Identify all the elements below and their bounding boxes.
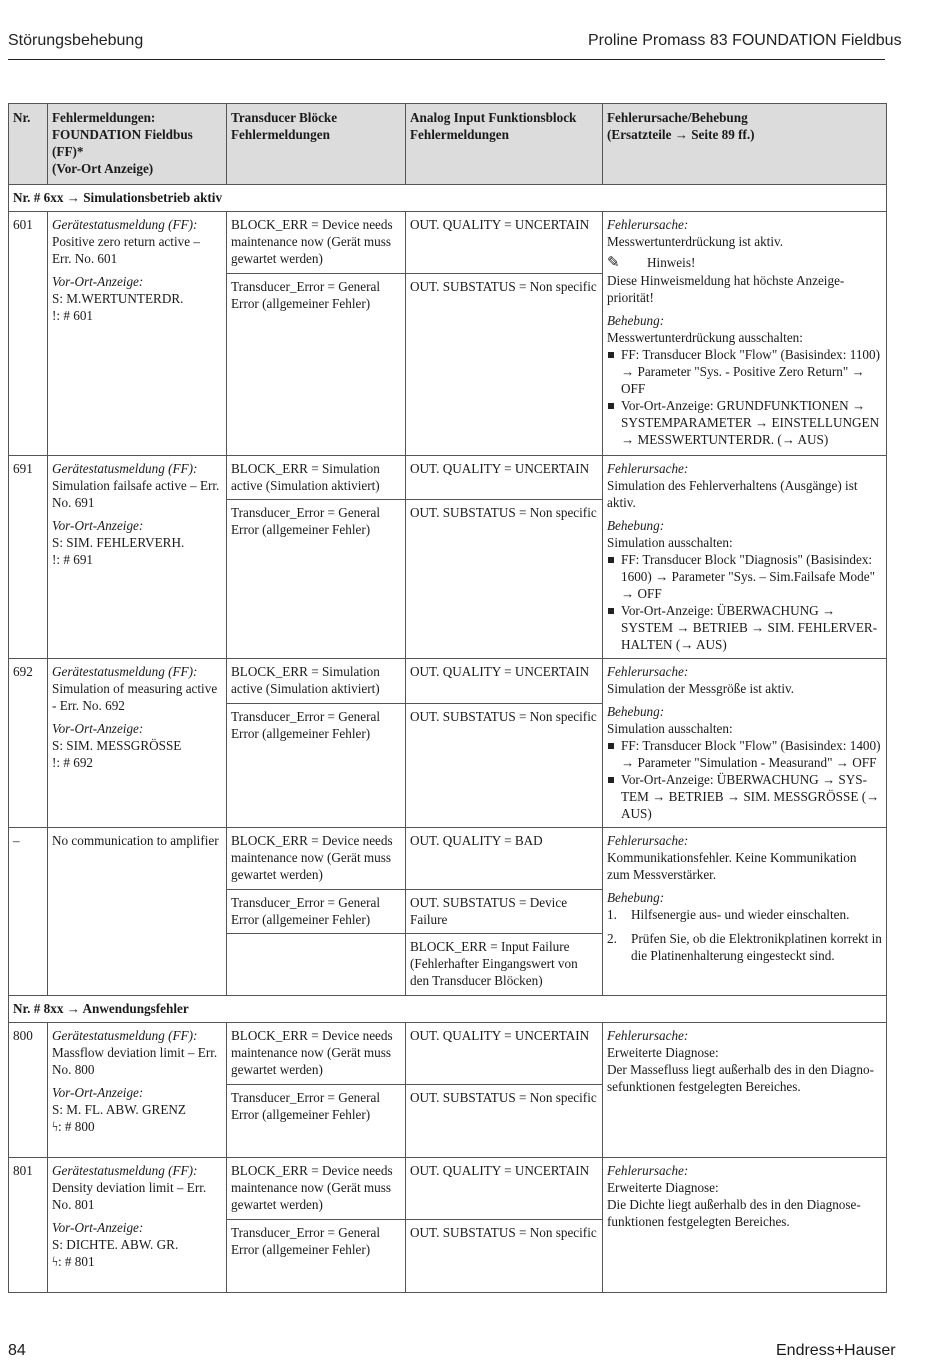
local-display-code: !: # 691 bbox=[52, 552, 94, 567]
local-display-text: S: M. FL. ABW. GRENZ bbox=[52, 1102, 186, 1117]
ai-substatus: OUT. SUBSTATUS = Non specific bbox=[406, 274, 603, 456]
cause-remedy-cell bbox=[603, 212, 887, 456]
local-display-label: Vor-Ort-Anzeige: bbox=[52, 274, 144, 289]
ff-message-cell bbox=[48, 1158, 227, 1293]
local-display-text: S: SIM. MESSGRÖSSE bbox=[52, 738, 182, 753]
error-table bbox=[8, 103, 887, 1293]
ff-label: Gerätestatusmeldung (FF): bbox=[52, 1028, 198, 1043]
transducer-error: Transducer_Error = General Error (allgemeiner Fehler) bbox=[227, 890, 406, 934]
transducer-block-err: BLOCK_ERR = Device needs maintenance now (Gerät muss gewartet werden) bbox=[227, 1023, 406, 1085]
running-header-section: Störungsbehebung bbox=[8, 32, 144, 49]
ff-message: Positive zero return active – Err. No. 601 bbox=[52, 234, 200, 266]
list-item: FF: Transducer Block "Diagnosis" (Basisindex: 1600) → Parameter "Sys. – Sim.Failsafe Mode" → OFF bbox=[607, 551, 882, 602]
running-header-product: Proline Promass 83 FOUNDATION Fieldbus bbox=[588, 32, 902, 49]
ff-label: Gerätestatusmeldung (FF): bbox=[52, 664, 198, 679]
transducer-block-err: BLOCK_ERR = Simulation active (Simulation aktiviert) bbox=[227, 659, 406, 704]
col-header-ff: Fehlermeldungen: FOUNDATION Fieldbus (FF)* (Vor-Ort Anzeige) bbox=[48, 104, 227, 185]
error-number: – bbox=[9, 828, 48, 996]
transducer-block-err: BLOCK_ERR = Simulation active (Simulation aktiviert) bbox=[227, 456, 406, 500]
transducer-error: Transducer_Error = General Error (allgemeiner Fehler) bbox=[227, 1085, 406, 1158]
remedy-label: Behebung: bbox=[607, 890, 665, 905]
page-number: 84 bbox=[8, 1342, 26, 1359]
group-row-6xx bbox=[9, 185, 887, 212]
cause-detail: Der Massefluss liegt außerhalb des in den Diagno-sefunktionen festgelegten Bereiches. bbox=[607, 1062, 874, 1094]
ff-message: Simulation of measuring active - Err. No. 692 bbox=[52, 681, 218, 713]
col-header-cause: Fehlerursache/Behebung (Ersatzteile → Seite 89 ff.) bbox=[603, 104, 887, 185]
ai-substatus: OUT. SUBSTATUS = Non specific bbox=[406, 500, 603, 659]
header-rule bbox=[8, 59, 885, 60]
remedy-text: Messwertunterdrückung ausschalten: bbox=[607, 330, 803, 345]
ff-message: Density deviation limit – Err. No. 801 bbox=[52, 1180, 207, 1212]
col-header-nr: Nr. bbox=[9, 104, 48, 185]
remedy-list bbox=[607, 551, 882, 653]
cause-text: Simulation der Messgröße ist aktiv. bbox=[607, 681, 795, 696]
ff-message-cell bbox=[48, 212, 227, 456]
step-text: Hilfsenergie aus- und wieder einschalten. bbox=[631, 907, 850, 922]
remedy-list bbox=[607, 737, 882, 822]
table-row bbox=[9, 212, 887, 274]
ai-quality: OUT. QUALITY = UNCERTAIN bbox=[406, 1023, 603, 1085]
table-header-row bbox=[9, 104, 887, 185]
col-header-analog-input: Analog Input Funktionsblock Fehlermeldungen bbox=[406, 104, 603, 185]
local-display-label: Vor-Ort-Anzeige: bbox=[52, 1085, 144, 1100]
cause-remedy-cell bbox=[603, 659, 887, 828]
note bbox=[607, 254, 882, 272]
remedy-label: Behebung: bbox=[607, 313, 665, 328]
ff-message: No communication to amplifier bbox=[48, 828, 227, 996]
remedy-label: Behebung: bbox=[607, 518, 665, 533]
remedy-text: Simulation ausschalten: bbox=[607, 535, 733, 550]
group-label: Nr. # 6xx → Simulationsbetrieb aktiv bbox=[9, 185, 887, 212]
error-number: 800 bbox=[9, 1023, 48, 1158]
remedy-steps bbox=[607, 906, 882, 964]
local-display-code: ϟ: # 801 bbox=[52, 1254, 95, 1269]
ff-message: Massflow deviation limit – Err. No. 800 bbox=[52, 1045, 218, 1077]
cause-remedy-cell bbox=[603, 828, 887, 996]
step-number: 2. bbox=[607, 931, 617, 946]
ai-quality: OUT. QUALITY = BAD bbox=[406, 828, 603, 890]
transducer-error: Transducer_Error = General Error (allgemeiner Fehler) bbox=[227, 1220, 406, 1293]
ff-message-cell bbox=[48, 1023, 227, 1158]
list-item: Vor-Ort-Anzeige: ÜBERWACHUNG → SYSTEM → BETRIEB → SIM. FEHLERVER-HALTEN (→ AUS) bbox=[607, 602, 882, 653]
ff-label: Gerätestatusmeldung (FF): bbox=[52, 1163, 198, 1178]
ai-quality: OUT. QUALITY = UNCERTAIN bbox=[406, 659, 603, 704]
local-display-code: !: # 601 bbox=[52, 308, 94, 323]
transducer-error: Transducer_Error = General Error (allgemeiner Fehler) bbox=[227, 500, 406, 659]
cause-label: Fehlerursache: bbox=[607, 1163, 689, 1178]
table-row bbox=[9, 659, 887, 704]
list-item bbox=[607, 906, 882, 923]
step-text: Prüfen Sie, ob die Elektronikplatinen korrekt in die Platinenhalterung eingesteckt sind. bbox=[631, 931, 882, 963]
cause-label: Fehlerursache: bbox=[607, 833, 689, 848]
list-item: Vor-Ort-Anzeige: ÜBERWACHUNG → SYS-TEM → BETRIEB → SIM. MESSGRÖSSE (→ AUS) bbox=[607, 771, 882, 822]
list-item bbox=[607, 930, 882, 964]
local-display-label: Vor-Ort-Anzeige: bbox=[52, 518, 144, 533]
col-header-transducer: Transducer Blöcke Fehlermeldungen bbox=[227, 104, 406, 185]
cause-label: Fehlerursache: bbox=[607, 1028, 689, 1043]
cause-text: Simulation des Fehlerverhaltens (Ausgänge) ist aktiv. bbox=[607, 478, 858, 510]
table-row bbox=[9, 1158, 887, 1220]
ff-label: Gerätestatusmeldung (FF): bbox=[52, 461, 198, 476]
cause-remedy-cell bbox=[603, 1023, 887, 1158]
group-label: Nr. # 8xx → Anwendungsfehler bbox=[9, 996, 887, 1023]
cause-text: Erweiterte Diagnose: bbox=[607, 1180, 719, 1195]
remedy-list bbox=[607, 346, 882, 448]
transducer-block-err: BLOCK_ERR = Device needs maintenance now (Gerät muss gewartet werden) bbox=[227, 828, 406, 890]
local-display-text: S: DICHTE. ABW. GR. bbox=[52, 1237, 179, 1252]
local-display-label: Vor-Ort-Anzeige: bbox=[52, 1220, 144, 1235]
brand-name: Endress+Hauser bbox=[776, 1342, 896, 1359]
ff-message-cell bbox=[48, 659, 227, 828]
cause-label: Fehlerursache: bbox=[607, 461, 689, 476]
list-item: FF: Transducer Block "Flow" (Basisindex: 1400) → Parameter "Simulation - Measurand" → OFF bbox=[607, 737, 882, 771]
local-display-code: ϟ: # 800 bbox=[52, 1119, 95, 1134]
local-display-text: S: M.WERTUNTERDR. bbox=[52, 291, 184, 306]
local-display-label: Vor-Ort-Anzeige: bbox=[52, 721, 144, 736]
list-item: FF: Transducer Block "Flow" (Basisindex: 1100) → Parameter "Sys. - Positive Zero Return" → OFF bbox=[607, 346, 882, 397]
local-display-code: !: # 692 bbox=[52, 755, 94, 770]
local-display-text: S: SIM. FEHLERVERH. bbox=[52, 535, 185, 550]
pencil-note-icon: ✎ bbox=[607, 255, 620, 271]
group-row-8xx bbox=[9, 996, 887, 1023]
cause-text: Kommunikationsfehler. Keine Kommunikation zum Messverstärker. bbox=[607, 850, 857, 882]
ai-quality: OUT. QUALITY = UNCERTAIN bbox=[406, 1158, 603, 1220]
transducer-empty bbox=[227, 934, 406, 996]
cause-remedy-cell bbox=[603, 1158, 887, 1293]
cause-label: Fehlerursache: bbox=[607, 217, 689, 232]
ai-substatus: OUT. SUBSTATUS = Non specific bbox=[406, 703, 603, 827]
ai-substatus: OUT. SUBSTATUS = Non specific bbox=[406, 1220, 603, 1293]
error-number: 692 bbox=[9, 659, 48, 828]
note-label: Hinweis! bbox=[647, 255, 696, 270]
table-row bbox=[9, 456, 887, 500]
remedy-text: Simulation ausschalten: bbox=[607, 721, 733, 736]
table-row bbox=[9, 828, 887, 890]
transducer-block-err: BLOCK_ERR = Device needs maintenance now (Gerät muss gewartet werden) bbox=[227, 212, 406, 274]
transducer-error: Transducer_Error = General Error (allgemeiner Fehler) bbox=[227, 703, 406, 827]
cause-remedy-cell bbox=[603, 456, 887, 659]
step-number: 1. bbox=[607, 907, 617, 922]
ai-block-err: BLOCK_ERR = Input Failure (Fehlerhafter Eingangswert von den Transducer Blöcken) bbox=[406, 934, 603, 996]
cause-text: Erweiterte Diagnose: bbox=[607, 1045, 719, 1060]
ai-substatus: OUT. SUBSTATUS = Device Failure bbox=[406, 890, 603, 934]
ff-message-cell bbox=[48, 456, 227, 659]
ai-substatus: OUT. SUBSTATUS = Non specific bbox=[406, 1085, 603, 1158]
error-number: 801 bbox=[9, 1158, 48, 1293]
cause-detail: Die Dichte liegt außerhalb des in den Diagnose-funktionen festgelegten Bereiches. bbox=[607, 1197, 861, 1229]
transducer-block-err: BLOCK_ERR = Device needs maintenance now (Gerät muss gewartet werden) bbox=[227, 1158, 406, 1220]
ff-message: Simulation failsafe active – Err. No. 691 bbox=[52, 478, 220, 510]
table-row bbox=[9, 1023, 887, 1085]
remedy-label: Behebung: bbox=[607, 704, 665, 719]
ai-quality: OUT. QUALITY = UNCERTAIN bbox=[406, 212, 603, 274]
cause-label: Fehlerursache: bbox=[607, 664, 689, 679]
ai-quality: OUT. QUALITY = UNCERTAIN bbox=[406, 456, 603, 500]
ff-label: Gerätestatusmeldung (FF): bbox=[52, 217, 198, 232]
note-text: Diese Hinweismeldung hat höchste Anzeige-priorität! bbox=[607, 273, 845, 305]
error-number: 691 bbox=[9, 456, 48, 659]
transducer-error: Transducer_Error = General Error (allgemeiner Fehler) bbox=[227, 274, 406, 456]
error-number: 601 bbox=[9, 212, 48, 456]
list-item: Vor-Ort-Anzeige: GRUNDFUNKTIONEN → SYSTEMPARAMETER → EINSTELLUNGEN → MESSWERTUNTERDR. (→ AUS) bbox=[607, 397, 882, 448]
cause-text: Messwertunterdrückung ist aktiv. bbox=[607, 234, 784, 249]
